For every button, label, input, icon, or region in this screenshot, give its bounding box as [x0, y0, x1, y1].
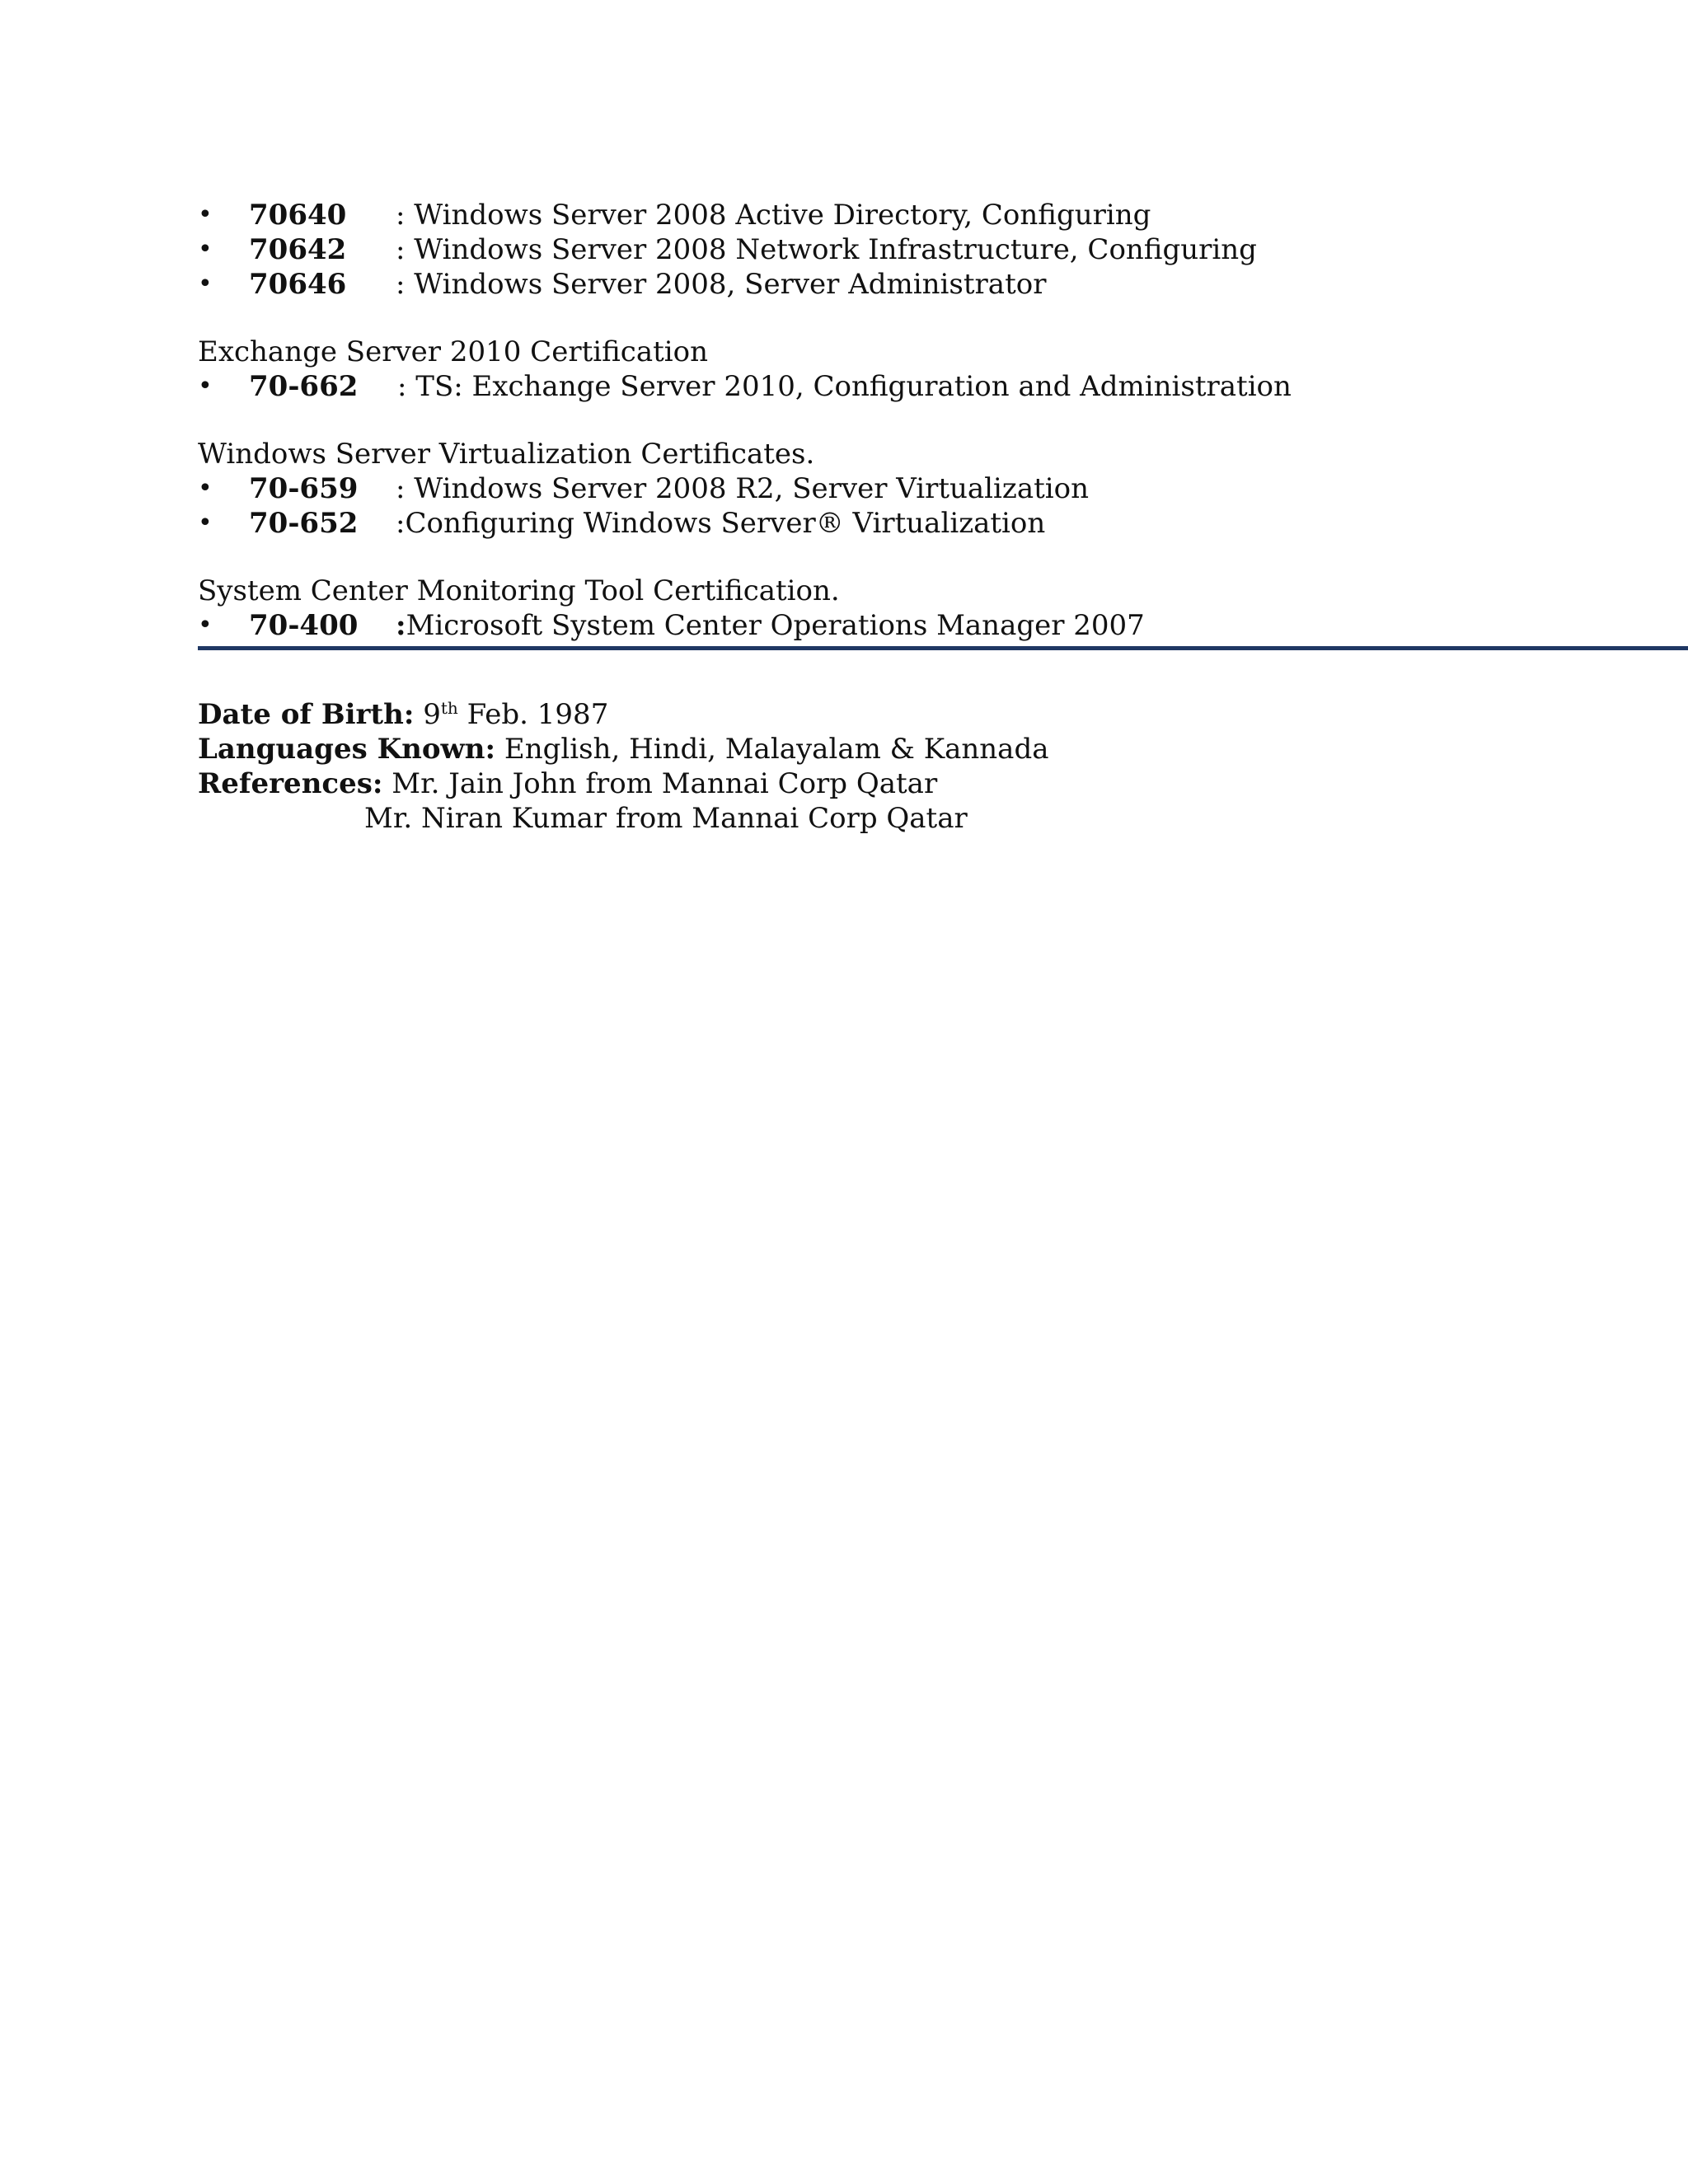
bullet-icon: •: [198, 509, 213, 537]
cert-code: 70640: [249, 199, 347, 232]
references-line: [198, 766, 937, 801]
cert-description: : Windows Server 2008 Active Directory, Configuring: [396, 199, 1151, 232]
exchange-heading: Exchange Server 2010 Certification: [198, 335, 709, 368]
bullet-icon: •: [198, 372, 213, 401]
bullet-icon: •: [198, 269, 213, 298]
reference-1: Mr. Jain John from Mannai Corp Qatar: [392, 767, 938, 800]
dob-label: Date of Birth:: [198, 698, 415, 731]
cert-code: 70646: [249, 268, 347, 301]
cert-description: : Windows Server 2008 R2, Server Virtualization: [396, 472, 1090, 505]
cert-code: 70642: [249, 233, 347, 266]
bullet-icon: •: [198, 611, 213, 640]
bullet-icon: •: [198, 200, 213, 229]
cert-code: 70-652: [249, 507, 359, 540]
dob-rest: Feb. 1987: [467, 698, 609, 731]
system-center-heading: System Center Monitoring Tool Certification.: [198, 574, 840, 607]
languages-value: English, Hindi, Malayalam & Kannada: [504, 733, 1049, 766]
cert-code: 70-400: [249, 609, 359, 642]
cert-description: : TS: Exchange Server 2010, Configuration and Administration: [397, 370, 1292, 403]
cert-code: 70-659: [249, 472, 359, 505]
cert-colon: :: [396, 609, 406, 642]
section-divider: [198, 646, 1688, 650]
bullet-icon: •: [198, 235, 213, 264]
cert-description: : Windows Server 2008, Server Administrator: [396, 268, 1047, 301]
cert-description: : Windows Server 2008 Network Infrastructure, Configuring: [396, 233, 1257, 266]
dob-suffix: th: [440, 698, 458, 718]
cert-description-text: Microsoft System Center Operations Manager 2007: [406, 609, 1145, 642]
languages-line: [198, 732, 1048, 766]
cert-code: 70-662: [249, 370, 359, 403]
bullet-icon: •: [198, 474, 213, 503]
date-of-birth-line: [198, 697, 608, 732]
languages-label: Languages Known:: [198, 733, 496, 766]
references-label: References:: [198, 767, 383, 800]
cert-description: [396, 608, 1145, 643]
dob-day: 9: [423, 698, 441, 731]
cert-description: :Configuring Windows Server® Virtualization: [396, 507, 1046, 540]
virtualization-heading: Windows Server Virtualization Certificates.: [198, 438, 815, 471]
reference-2: Mr. Niran Kumar from Mannai Corp Qatar: [364, 802, 968, 835]
